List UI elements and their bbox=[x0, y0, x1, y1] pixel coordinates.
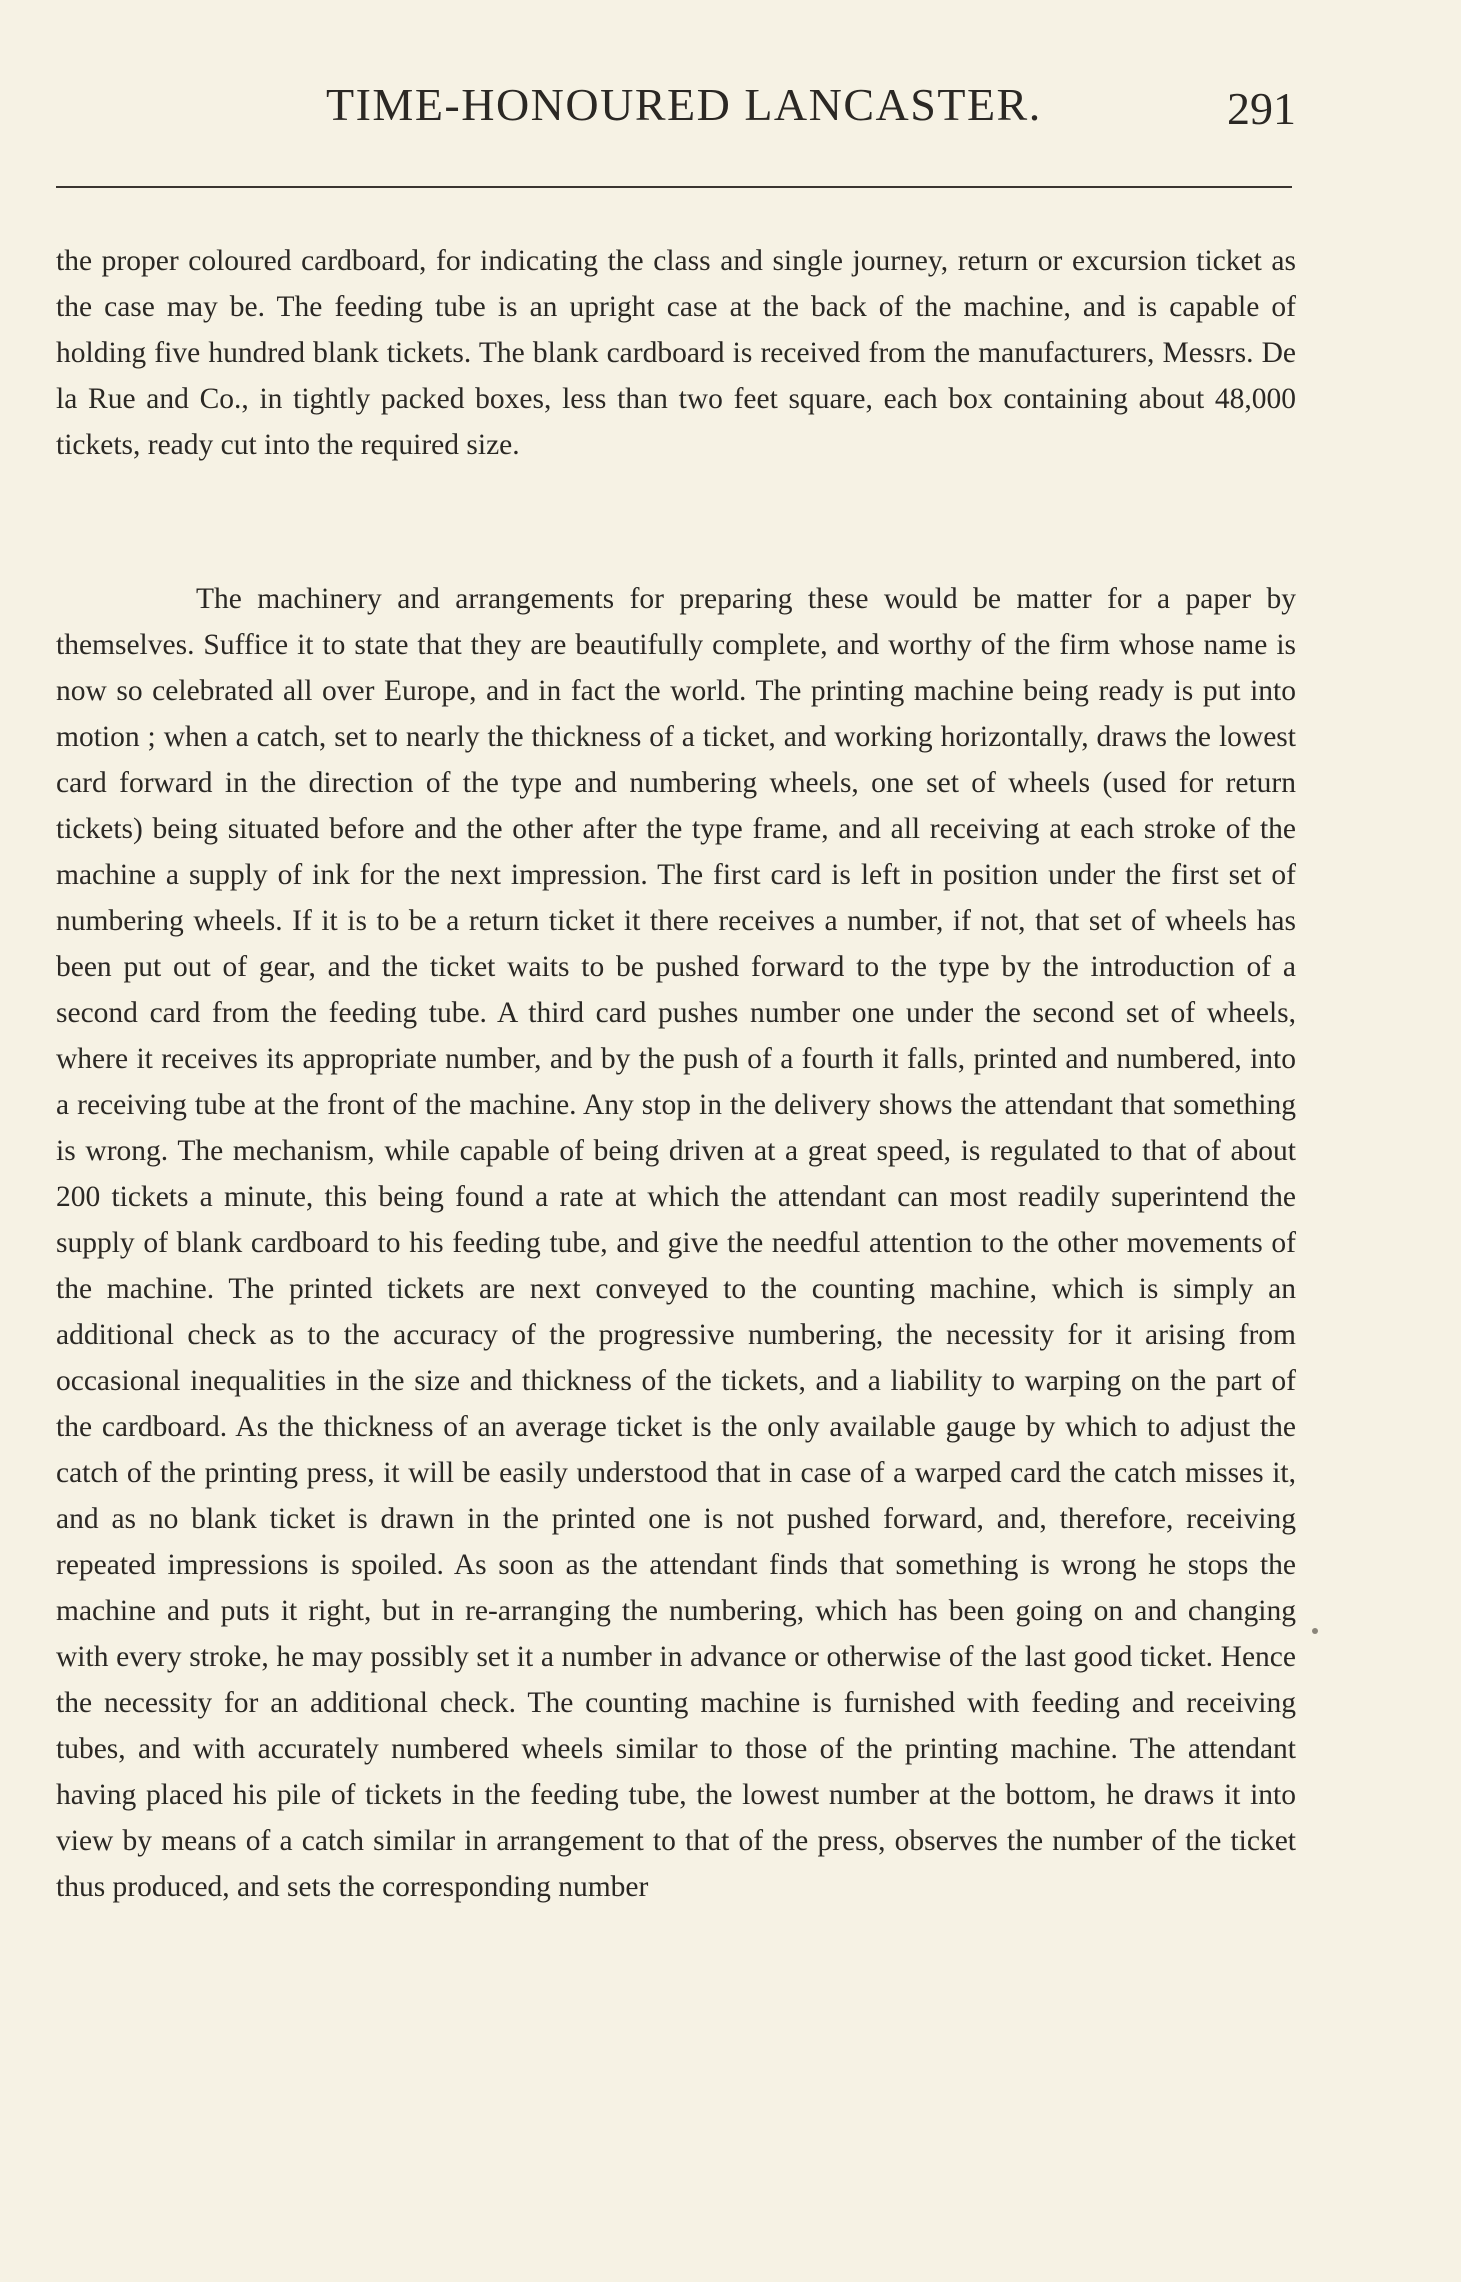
paragraph-1: the proper coloured cardboard, for indicating the class and single journey, return or excursion ticket as the case may be. The feeding tube is an upright case at the back of the machine, and is capable of holding five hundred blank tickets. The blank cardboard is received from the manufacturers, Messrs. De la Rue and Co., in tightly packed boxes, less than two feet square, each box containing about 48,000 tickets, ready cut into the required size. bbox=[56, 245, 1296, 461]
running-title: TIME-HONOURED LANCASTER. bbox=[326, 79, 1042, 130]
page-header bbox=[56, 78, 1296, 138]
page-number: 291 bbox=[1227, 83, 1296, 134]
header-rule bbox=[56, 186, 1292, 188]
paragraph-2: The machinery and arrangements for preparing these would be matter for a paper by themselves. Suffice it to state that they are beautifully complete, and worthy of the firm whose name is now so celebrated all over Europe, and in fact the world. The printing machine being ready is put into motion ; when a catch, set to nearly the thickness of a ticket, and working horizontally, draws the lowest card forward in the direction of the type and numbering wheels, one set of wheels (used for return tickets) being situated before and the other after the type frame, and all receiving at each stroke of the machine a supply of ink for the next impression. The first card is left in position under the first set of numbering wheels. If it is to be a return ticket it there receives a number, if not, that set of wheels has been put out of gear, and the ticket waits to be pushed forward to the type by the introduction of a second card from the feeding tube. A third card pushes number one under the second set of wheels, where it receives its appropriate number, and by the push of a fourth it falls, printed and numbered, into a receiving tube at the front of the machine. Any stop in the delivery shows the attendant that something is wrong. The mechanism, while capable of being driven at a great speed, is regulated to that of about 200 tickets a minute, this being found a rate at which the attendant can most readily superintend the supply of blank cardboard to his feeding tube, and give the needful attention to the other movements of the machine. The printed tickets are next conveyed to the counting machine, which is simply an additional check as to the accuracy of the progressive numbering, the necessity for it arising from occasional inequalities in the size and thickness of the tickets, and a liability to warping on the part of the cardboard. As the thickness of an average ticket is the only available gauge by which to adjust the catch of the printing press, it will be easily understood that in case of a warped card the catch misses it, and as no blank ticket is drawn in the printed one is not pushed forward, and, therefore, receiving repeated impressions is spoiled. As soon as the attendant finds that something is wrong he stops the machine and puts it right, but in re-arranging the numbering, which has been going on and changing with every stroke, he may possibly set it a number in advance or otherwise of the last good ticket. Hence the necessity for an additional check. The counting machine is furnished with feeding and receiving tubes, and with accurately numbered wheels similar to those of the printing machine. The attendant having placed his pile of tickets in the feeding tube, the lowest number at the bottom, he draws it into view by means of a catch similar in arrangement to that of the press, observes the number of the ticket thus produced, and sets the corresponding number bbox=[56, 583, 1296, 1903]
paper-speck bbox=[1312, 1628, 1318, 1634]
